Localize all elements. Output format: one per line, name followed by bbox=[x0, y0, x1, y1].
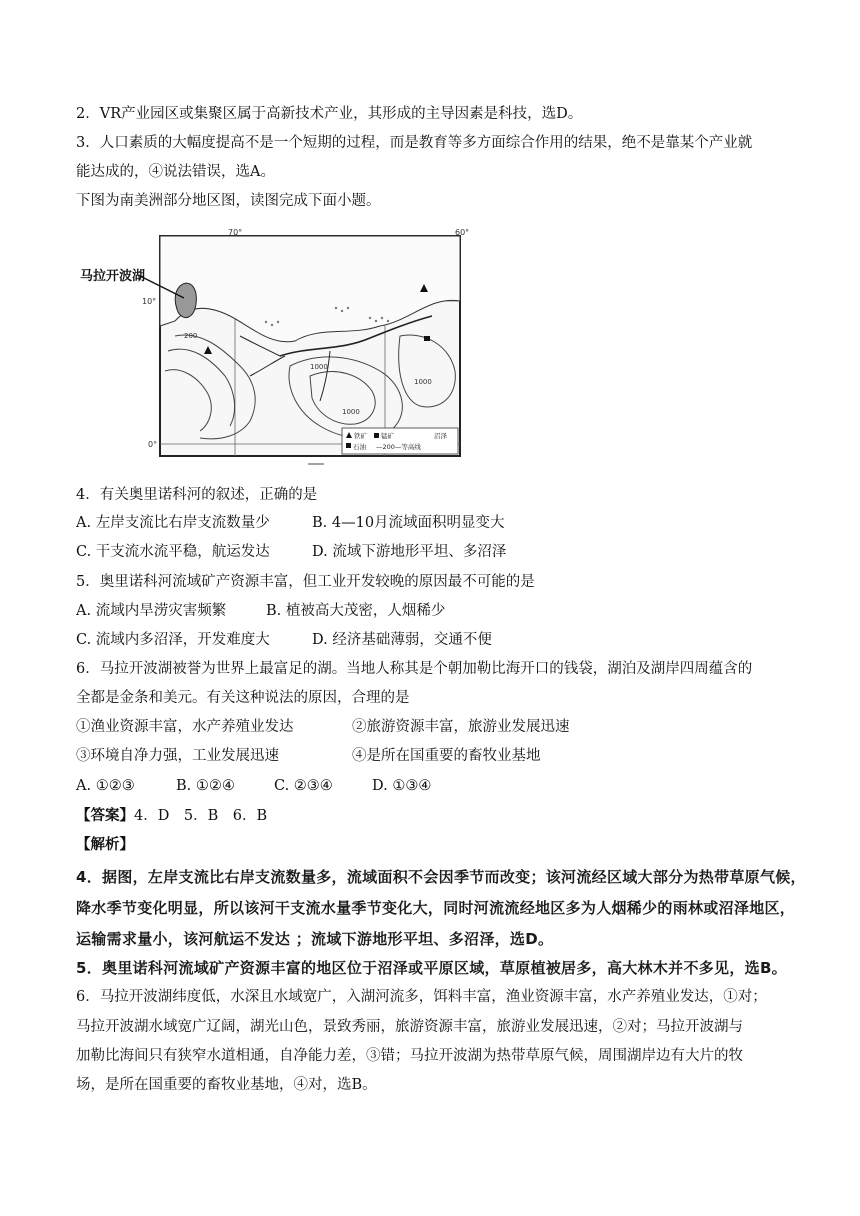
q6-statement-2: ②旅游资源丰富，旅游业发展迅速 bbox=[352, 719, 570, 735]
analysis-q6-line-2: 马拉开波湖水域宽广辽阔，湖光山色，景致秀丽，旅游资源丰富，旅游业发展迅速，②对；马拉开波湖与 bbox=[76, 1019, 743, 1035]
q6-statement-1: ①渔业资源丰富，水产养殖业发达 bbox=[76, 719, 294, 735]
south-america-map-figure bbox=[80, 226, 480, 476]
analysis-q4-line-3: 运输需求量小，该河航运不发达 ；流域下游地形平坦、多沼泽，选D。 bbox=[76, 930, 554, 948]
legend-oil-icon bbox=[346, 443, 351, 448]
analysis-q4-line-1: 4．据图，左岸支流比右岸支流数量多，流域面积不会因季节而改变；该河流经区域大部分为热带草原气候， bbox=[76, 868, 806, 886]
answer-line bbox=[76, 806, 267, 826]
lon-60-label: 60° bbox=[455, 228, 470, 237]
legend-manganese-icon bbox=[374, 433, 379, 438]
q4-stem: 4．有关奥里诺科河的叙述，正确的是 bbox=[76, 487, 318, 503]
answer-label: 【答案】 bbox=[76, 807, 134, 824]
contour-label: 200 bbox=[184, 332, 198, 340]
legend-iron-label: 铁矿 bbox=[354, 432, 367, 440]
q6-option-a: A. ①②③ bbox=[76, 778, 135, 794]
maracaibo-lake-shape bbox=[175, 283, 196, 317]
analysis-q6-line-3: 加勒比海间只有狭窄水道相通，自净能力差，③错；马拉开波湖为热带草原气候，周围湖岸边有大片的牧 bbox=[76, 1048, 743, 1064]
q6-stem-2: 全都是金条和美元。有关这种说法的原因，合理的是 bbox=[76, 690, 410, 706]
map-intro-text: 下图为南美洲部分地区图，读图完成下面小题。 bbox=[76, 193, 381, 209]
lat-10-label: 10° bbox=[142, 297, 157, 306]
contour-label: 1000 bbox=[342, 408, 360, 416]
q4-option-c: C. 干支流水流平稳，航运发达 bbox=[76, 544, 270, 560]
analysis-q6-line-4: 场，是所在国重要的畜牧业基地，④对，选B。 bbox=[76, 1077, 377, 1093]
q4-option-b: B. 4—10月流域面积明显变大 bbox=[312, 515, 505, 531]
q5-option-c: C. 流域内多沼泽，开发难度大 bbox=[76, 632, 270, 648]
q6-option-b: B. ①②④ bbox=[176, 778, 235, 794]
q4-option-d: D. 流域下游地形平坦、多沼泽 bbox=[312, 544, 507, 560]
lon-70-label: 70° bbox=[228, 228, 243, 237]
q5-option-a: A. 流域内旱涝灾害频繁 bbox=[76, 603, 227, 619]
legend-contour-label: —200—等高线 bbox=[376, 443, 421, 451]
q5-stem: 5．奥里诺科河流域矿产资源丰富，但工业开发较晚的原因最不可能的是 bbox=[76, 574, 535, 590]
answer-text: 4．D 5．B 6．B bbox=[134, 808, 268, 824]
map-svg bbox=[80, 226, 480, 476]
analysis-label: 【解析】 bbox=[76, 836, 134, 853]
contour-label: 1000 bbox=[414, 378, 432, 386]
text-line-q2-explanation: 2．VR产业园区或集聚区属于高新技术产业，其形成的主导因素是科技，选D。 bbox=[76, 106, 583, 122]
legend-swamp-label: 沼泽 bbox=[434, 432, 447, 440]
text-line-q3-explanation-1: 3．人口素质的大幅度提高不是一个短期的过程，而是教育等多方面综合作用的结果，绝不是靠某个产业就 bbox=[76, 135, 753, 151]
legend-manganese-label: 锰矿 bbox=[381, 432, 394, 440]
legend-oil-label: 石油 bbox=[353, 443, 366, 451]
analysis-q4-line-2: 降水季节变化明显，所以该河干支流水量季节变化大，同时河流流经地区多为人烟稀少的雨林或沼泽地区， bbox=[76, 899, 796, 917]
q5-option-d: D. 经济基础薄弱，交通不便 bbox=[312, 632, 492, 648]
q6-option-d: D. ①③④ bbox=[372, 778, 432, 794]
q6-option-c: C. ②③④ bbox=[274, 778, 333, 794]
text-line-q3-explanation-2: 能达成的，④说法错误，选A。 bbox=[76, 164, 275, 180]
analysis-q6-line-1: 6．马拉开波湖纬度低，水深且水域宽广，入湖河流多，饵料丰富，渔业资源丰富，水产养殖业发达，①对； bbox=[76, 989, 767, 1005]
manganese-marker bbox=[424, 336, 430, 341]
q5-option-b: B. 植被高大茂密，人烟稀少 bbox=[266, 603, 446, 619]
lat-0-label: 0° bbox=[148, 440, 158, 449]
lake-label: 马拉开波湖 bbox=[80, 269, 146, 284]
q4-option-a: A. 左岸支流比右岸支流数量少 bbox=[76, 515, 270, 531]
analysis-q5: 5．奥里诺科河流域矿产资源丰富的地区位于沼泽或平原区域，草原植被居多，高大林木并不多见，选B。 bbox=[76, 959, 787, 977]
q6-statement-4: ④是所在国重要的畜牧业基地 bbox=[352, 748, 541, 764]
contour-label: 1000 bbox=[310, 363, 328, 371]
q6-statement-3: ③环境自净力强，工业发展迅速 bbox=[76, 748, 279, 764]
q6-stem-1: 6．马拉开波湖被誉为世界上最富足的湖。当地人称其是个朝加勒比海开口的钱袋，湖泊及湖岸四周蕴含的 bbox=[76, 661, 753, 677]
